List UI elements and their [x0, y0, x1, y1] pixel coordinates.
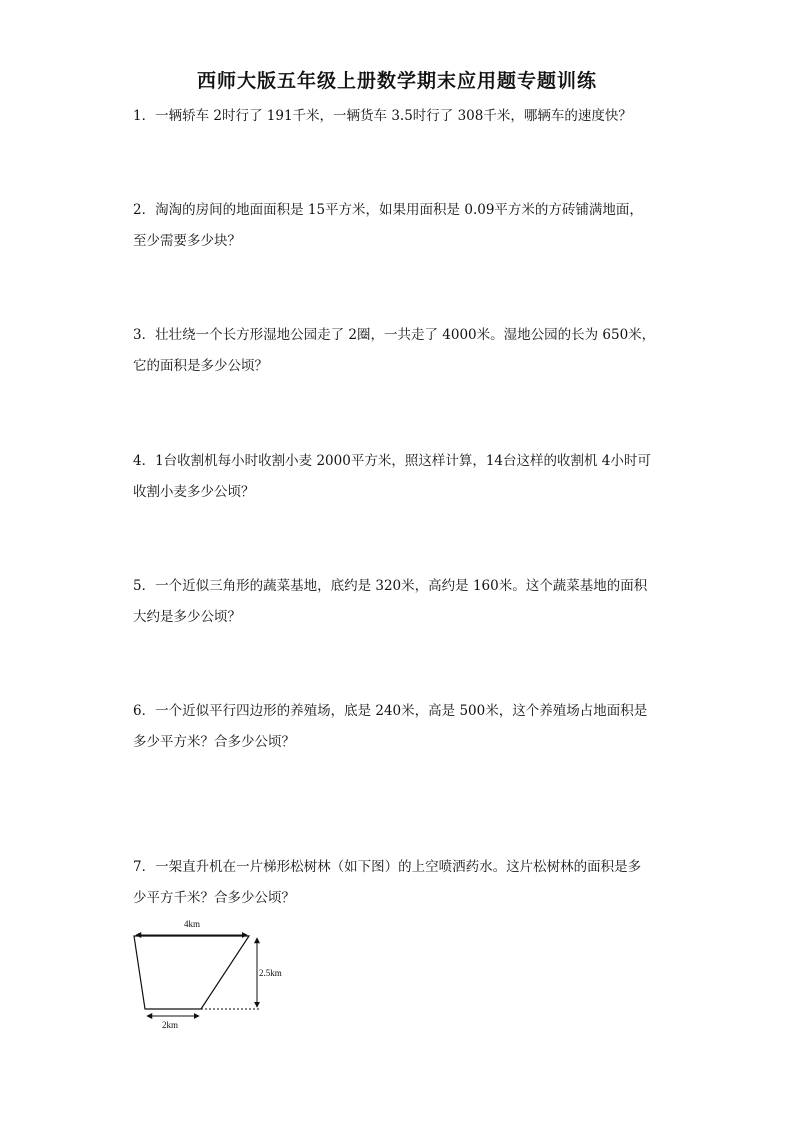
question-line: 4．1台收割机每小时收割小麦 2000平方米，照这样计算，14台这样的收割机 4小时可 — [133, 453, 651, 469]
question-line: 收割小麦多少公顷？ — [133, 484, 255, 500]
question-3 — [133, 320, 673, 382]
question-line: 7．一架直升机在一片梯形松树林（如下图）的上空喷洒药水。这片松树林的面积是多 — [133, 859, 642, 875]
question-4 — [133, 446, 673, 508]
page-title: 西师大版五年级上册数学期末应用题专题训练 — [196, 70, 597, 92]
question-line: 3．壮壮绕一个长方形湿地公园走了 2圈，一共走了 4000米。湿地公园的长为 650米， — [133, 327, 656, 343]
question-6 — [133, 696, 673, 758]
trapezoid-diagram — [128, 912, 308, 1037]
question-line: 2．淘淘的房间的地面面积是 15平方米，如果用面积是 0.09平方米的方砖铺满地面， — [133, 202, 643, 218]
top-dimension-label: 4km — [183, 919, 201, 929]
question-line: 5．一个近似三角形的蔬菜基地，底约是 320米，高约是 160米。这个蔬菜基地的面积 — [133, 578, 648, 594]
question-line: 少平方千米？合多少公顷？ — [133, 890, 295, 906]
bottom-dimension-label: 2km — [161, 1020, 179, 1030]
height-dimension-label: 2.5km — [259, 968, 282, 978]
question-line: 多少平方米？合多少公顷？ — [133, 734, 295, 750]
question-5 — [133, 571, 673, 633]
question-line: 6．一个近似平行四边形的养殖场，底是 240米，高是 500米，这个养殖场占地面积是 — [133, 703, 648, 719]
question-1 — [133, 101, 673, 132]
question-line: 1．一辆轿车 2时行了 191千米，一辆货车 3.5时行了 308千米，哪辆车的速度快？ — [133, 108, 632, 124]
question-7 — [133, 852, 673, 914]
question-line: 大约是多少公顷？ — [133, 609, 241, 625]
question-line: 至少需要多少块？ — [133, 233, 241, 249]
question-2 — [133, 195, 673, 257]
trapezoid-shape — [134, 936, 249, 1009]
trapezoid-figure — [128, 912, 308, 1037]
question-line: 它的面积是多少公顷？ — [133, 358, 268, 374]
